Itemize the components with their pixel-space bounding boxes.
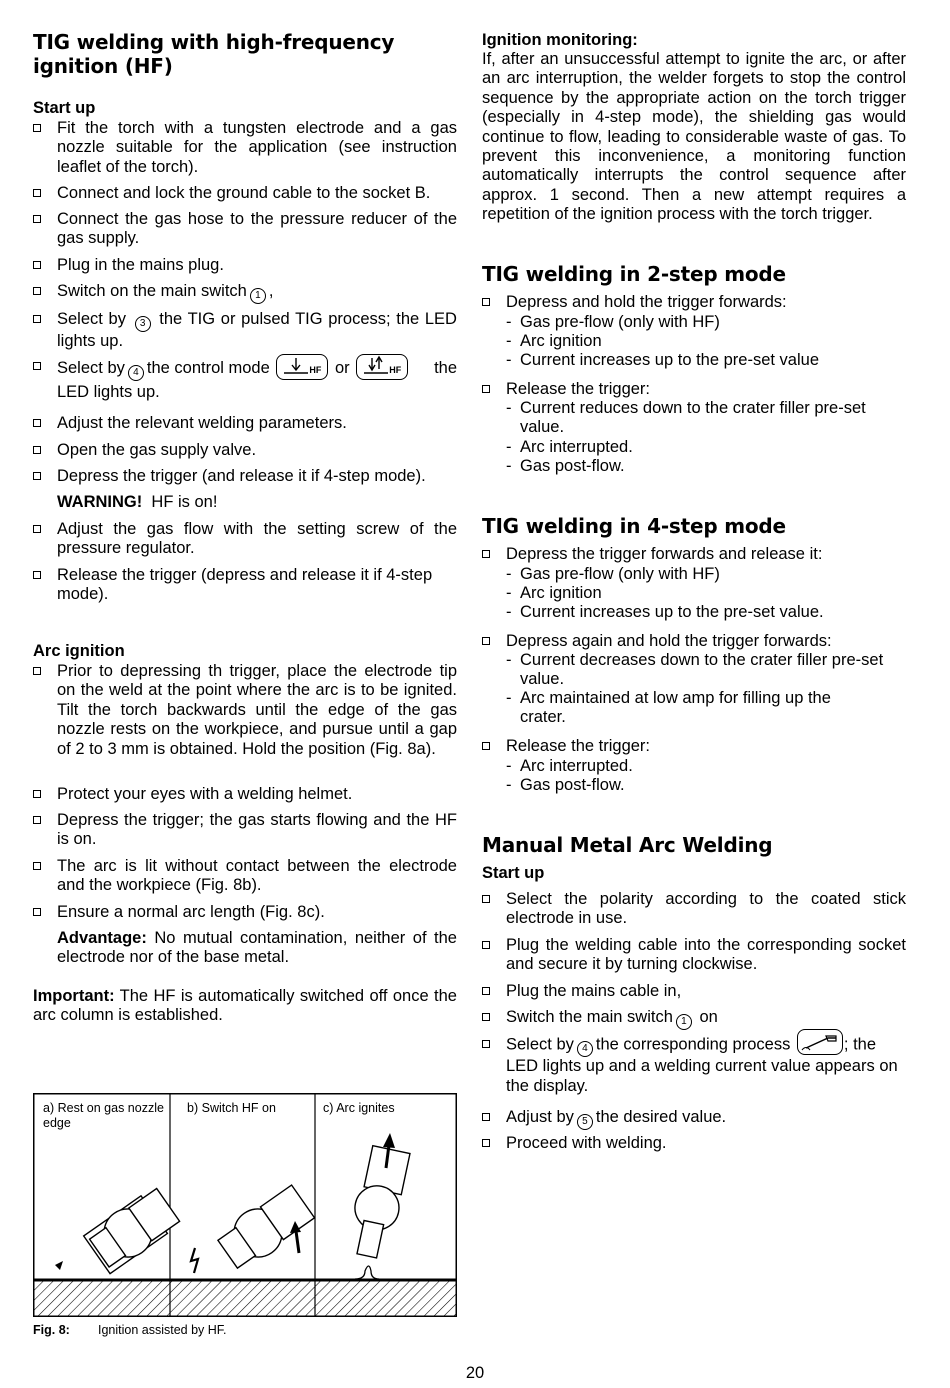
checkbox-bullet-icon: [33, 790, 41, 798]
list-item: Proceed with welding.: [482, 1134, 906, 1153]
sub-item: - Gas pre-flow (only with HF): [506, 313, 720, 331]
checkbox-bullet-icon: [33, 816, 41, 824]
checkbox-bullet-icon: [33, 189, 41, 197]
section-title-4-step: TIG welding in 4-step mode: [482, 514, 786, 538]
list-item: Plug in the mains plug.: [33, 256, 457, 275]
checkbox-bullet-icon: [482, 1139, 490, 1147]
warning-line: WARNING! HF is on!: [57, 493, 218, 511]
list-item: Connect the gas hose to the pressure reducer of the gas supply.: [33, 210, 457, 249]
four-step-hf-mode-icon: HF: [356, 354, 408, 380]
checkbox-bullet-icon: [482, 1113, 490, 1121]
arc-ignition-heading: Arc ignition: [33, 642, 125, 660]
list-item: Plug the mains cable in,: [482, 982, 906, 1001]
torch-b-icon: [191, 1182, 317, 1274]
list-item: Prior to depressing th trigger, place the electrode tip on the weld at the point where the arc is to be ignited. Tilt the torch backwards until the edge of the gas nozzle rests on the workpiece, and pursue until a gap of 2 to 3 mm is obtained. Hold the position (Fig. 8a).: [33, 662, 457, 759]
figure-caption: Fig. 8: Ignition assisted by HF.: [33, 1323, 227, 1337]
checkbox-bullet-icon: [482, 1040, 490, 1048]
sub-item: - Current increases up to the pre-set value.: [506, 603, 824, 621]
torch-c-icon: [345, 1133, 411, 1279]
number-circle-icon: 4: [577, 1041, 593, 1057]
panel-a-label: a) Rest on gas nozzle edge: [43, 1101, 164, 1130]
number-circle-icon: 5: [577, 1114, 593, 1130]
checkbox-bullet-icon: [482, 550, 490, 558]
advantage-note: Advantage: No mutual contamination, neither of the electrode nor of the base metal.: [57, 929, 457, 967]
list-item: Connect and lock the ground cable to the socket B.: [33, 184, 457, 203]
checkbox-bullet-icon: [482, 637, 490, 645]
checkbox-bullet-icon: [482, 1013, 490, 1021]
checkbox-bullet-icon: [33, 261, 41, 269]
checkbox-bullet-icon: [482, 385, 490, 393]
list-item: The arc is lit without contact between the electrode and the workpiece (Fig. 8b).: [33, 857, 457, 896]
page-number: 20: [465, 1364, 485, 1382]
mma-startup-heading: Start up: [482, 864, 545, 882]
list-item: Depress the trigger (and release it if 4-step mode).: [33, 467, 457, 486]
important-note: Important: The HF is automatically switched off once the arc column is established.: [33, 987, 457, 1025]
checkbox-bullet-icon: [482, 298, 490, 306]
checkbox-bullet-icon: [33, 472, 41, 480]
sub-item: - Gas pre-flow (only with HF): [506, 565, 720, 583]
checkbox-bullet-icon: [482, 895, 490, 903]
list-item: Select the polarity according to the coated stick electrode in use.: [482, 890, 906, 929]
list-item: Fit the torch with a tungsten electrode and a gas nozzle suitable for the application (see instruction leaflet of the torch).: [33, 119, 457, 177]
list-item: Plug the welding cable into the corresponding socket and secure it by turning clockwise.: [482, 936, 906, 975]
electrode-process-icon: [797, 1029, 843, 1055]
list-item: Adjust the relevant welding parameters.: [33, 414, 457, 433]
number-circle-icon: 1: [250, 288, 266, 304]
trigger-double-arrow-icon: [361, 355, 391, 379]
list-item: Ensure a normal arc length (Fig. 8c).: [33, 903, 457, 922]
checkbox-bullet-icon: [33, 315, 41, 323]
sub-item: - Arc interrupted.: [506, 438, 633, 456]
list-item: Depress the trigger; the gas starts flowing and the HF is on.: [33, 811, 457, 850]
section-title-2-step: TIG welding in 2-step mode: [482, 262, 786, 286]
sub-item: - Gas post-flow.: [506, 457, 625, 475]
list-item: Release the trigger (depress and release it if 4-step mode).: [33, 566, 457, 605]
panel-c-label: c) Arc ignites: [323, 1101, 395, 1115]
checkbox-bullet-icon: [33, 362, 41, 370]
sub-item: - Arc ignition: [506, 584, 602, 602]
sub-item: - Current increases up to the pre-set value: [506, 351, 819, 369]
two-step-hf-mode-icon: HF: [276, 354, 328, 380]
checkbox-bullet-icon: [33, 667, 41, 675]
sub-item: - Current reduces down to the crater filler pre-set value.: [506, 399, 866, 437]
checkbox-bullet-icon: [33, 124, 41, 132]
section-title-mma: Manual Metal Arc Welding: [482, 833, 773, 857]
checkbox-bullet-icon: [482, 941, 490, 949]
sub-item: - Arc interrupted.: [506, 757, 633, 775]
startup-heading: Start up: [33, 99, 96, 117]
checkbox-bullet-icon: [33, 446, 41, 454]
section-title-hf: TIG welding with high-frequency ignition (HF): [33, 30, 395, 78]
sub-item: - Arc ignition: [506, 332, 602, 350]
number-circle-icon: 4: [128, 365, 144, 381]
number-circle-icon: 3: [135, 316, 151, 332]
sub-item: - Gas post-flow.: [506, 776, 625, 794]
torch-a-icon: [55, 1185, 182, 1274]
trigger-arrow-icon: [281, 355, 311, 379]
list-item: Depress and hold the trigger forwards:: [482, 293, 906, 312]
ignition-monitoring-text: If, after an unsuccessful attempt to ignite the arc, or after an arc interruption, the welder forgets to stop the control sequence by the appropriate action on the torch trigger (especially in 4-step mode), the shielding gas would continue to flow, leading to considerable waste of gas. To prevent this inconvenience, a monitoring function automatically interrupts the control sequence after approx. 1 second. Then a new attempt requires a repetition of the ignition process with the torch trigger.: [482, 50, 906, 224]
checkbox-bullet-icon: [33, 525, 41, 533]
list-item: Depress again and hold the trigger forwards:: [482, 632, 906, 651]
list-item: Depress the trigger forwards and release it:: [482, 545, 906, 564]
checkbox-bullet-icon: [482, 742, 490, 750]
sub-item: - Current decreases down to the crater filler pre-set value.: [506, 651, 884, 689]
checkbox-bullet-icon: [33, 571, 41, 579]
sub-item: - Arc maintained at low amp for filling up the crater.: [506, 689, 831, 727]
checkbox-bullet-icon: [33, 215, 41, 223]
list-item-adjust: Adjust by 5 the desired value.: [482, 1108, 906, 1130]
list-item: Release the trigger:: [482, 380, 906, 399]
list-item-select-process: Select by 4 the corresponding process ; the LED lights up and a welding current value appears on the display.: [482, 1035, 906, 1096]
ignition-monitoring-heading: Ignition monitoring:: [482, 31, 638, 49]
figure-8: [33, 1093, 457, 1317]
warning-label: WARNING!: [57, 493, 143, 511]
checkbox-bullet-icon: [33, 862, 41, 870]
checkbox-bullet-icon: [33, 419, 41, 427]
panel-b-label: b) Switch HF on: [187, 1101, 276, 1115]
list-item: Protect your eyes with a welding helmet.: [33, 785, 457, 804]
number-circle-icon: 1: [676, 1014, 692, 1030]
list-item: Release the trigger:: [482, 737, 906, 756]
list-item: Adjust the gas flow with the setting screw of the pressure regulator.: [33, 520, 457, 559]
list-item: Open the gas supply valve.: [33, 441, 457, 460]
list-item-switch: Switch on the main switch 1 ,: [33, 282, 457, 304]
list-item-switch: Switch the main switch 1 on: [482, 1008, 906, 1030]
checkbox-bullet-icon: [33, 287, 41, 295]
checkbox-bullet-icon: [482, 987, 490, 995]
checkbox-bullet-icon: [33, 908, 41, 916]
list-item-select-mode: Select by 4 the control mode HF or HF the LED lights up.: [33, 357, 457, 404]
list-item-select-process: Select by 3 the TIG or pulsed TIG process; the LED lights up.: [33, 310, 457, 351]
